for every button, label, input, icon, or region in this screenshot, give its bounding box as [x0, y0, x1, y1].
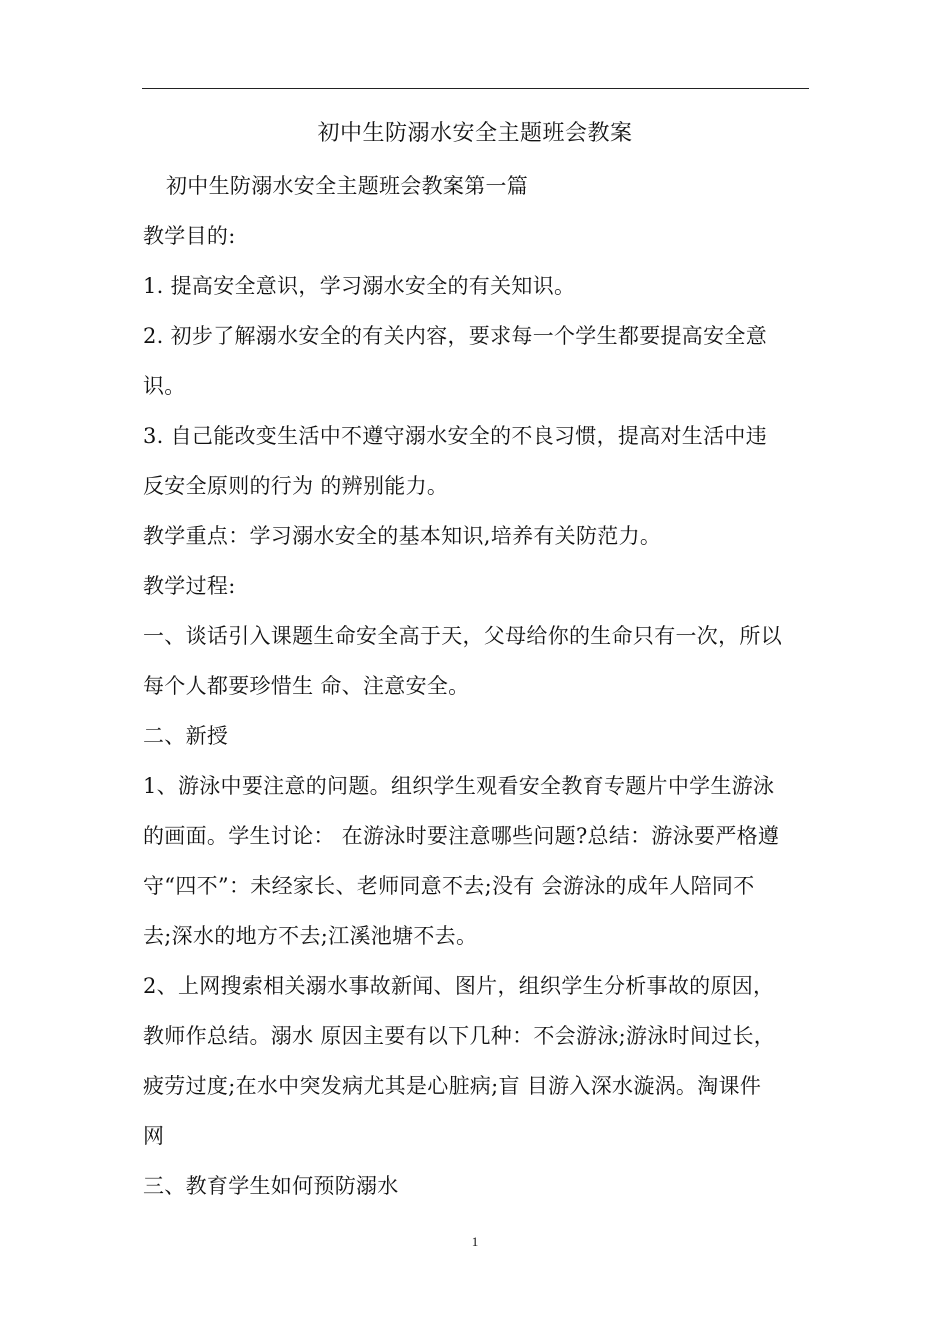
paragraph-line: 反安全原则的行为 的辨别能力。	[143, 474, 449, 498]
paragraph-line: 1、游泳中要注意的问题。组织学生观看安全教育专题片中学生游泳	[143, 774, 775, 798]
paragraph-line: 教师作总结。溺水 原因主要有以下几种：不会游泳;游泳时间过长，	[143, 1024, 776, 1048]
paragraph-line: 一、谈话引入课题生命安全高于天，父母给你的生命只有一次，所以	[143, 624, 782, 648]
paragraph-line: 的画面。学生讨论： 在游泳时要注意哪些问题?总结：游泳要严格遵	[143, 824, 780, 848]
paragraph-line: 每个人都要珍惜生 命、注意安全。	[143, 674, 470, 698]
paragraph-line: 二、新授	[143, 724, 229, 748]
paragraph-line: 教学重点：学习溺水安全的基本知识,培养有关防范力。	[143, 524, 662, 548]
paragraph-line: 网	[143, 1124, 165, 1148]
paragraph-line: 3. 自己能改变生活中不遵守溺水安全的不良习惯，提高对生活中违	[143, 424, 768, 448]
paragraph-line: 三、教育学生如何预防溺水	[143, 1174, 399, 1198]
paragraph-line: 去;深水的地方不去;江溪池塘不去。	[143, 924, 478, 948]
paragraph-line: 教学过程:	[143, 574, 236, 598]
page-number: 1	[471, 1234, 479, 1249]
paragraph-line: 疲劳过度;在水中突发病尤其是心脏病;盲 目游入深水漩涡。淘课件	[143, 1074, 762, 1098]
paragraph-line: 2. 初步了解溺水安全的有关内容，要求每一个学生都要提高安全意	[143, 324, 768, 348]
document-title: 初中生防溺水安全主题班会教案	[317, 121, 633, 146]
paragraph-line: 教学目的:	[143, 224, 236, 248]
paragraph-line: 识。	[143, 374, 186, 398]
paragraph-line: 守“四不”：未经家长、老师同意不去;没有 会游泳的成年人陪同不	[143, 874, 755, 898]
header-rule	[142, 88, 809, 89]
paragraph-line: 1. 提高安全意识，学习溺水安全的有关知识。	[143, 274, 576, 298]
paragraph-line: 2、上网搜索相关溺水事故新闻、图片，组织学生分析事故的原因，	[143, 974, 775, 998]
section-heading: 初中生防溺水安全主题班会教案第一篇	[166, 174, 529, 198]
